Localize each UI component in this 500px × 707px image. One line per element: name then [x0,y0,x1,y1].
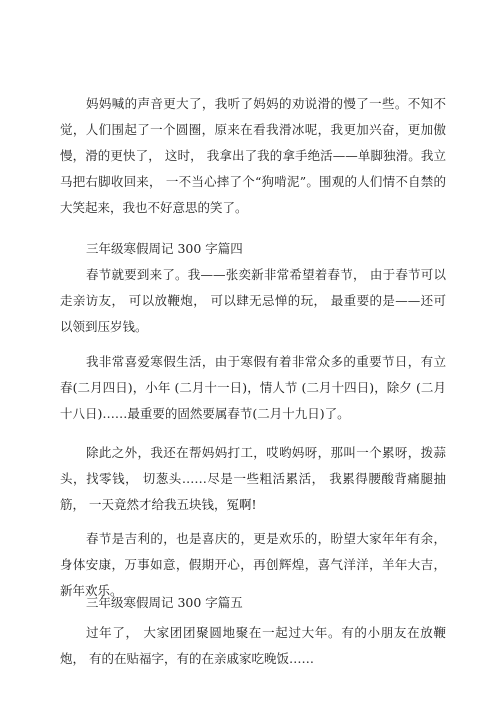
paragraph-skating: 妈妈喊的声音更大了，我听了妈妈的劝说滑的慢了一些。不知不觉，人们围起了一个圆圈，原来在看我滑冰呢，我更加兴奋，更加傲慢，滑的更快了， 这时， 我拿出了我的拿手绝活——单脚独滑。我立马把右脚收回来， 一不当心摔了个“狗啃泥”。围观的人们情不自禁的大笑起来，我也不好意思的笑了。 [60,96,446,215]
paragraph-new-year: 过年了， 大家团团聚圆地聚在一起过大年。有的小朋友在放鞭炮， 有的在贴福字，有的在亲戚家吃晚饭…… [60,625,446,666]
paragraph-spring-festival: 春节就要到来了。我——张奕新非常希望着春节， 由于春节可以走亲访友， 可以放鞭炮， 可以肆无忌惮的玩， 最重要的是——还可以领到压岁钱。 [60,267,446,334]
paragraph-winter-holidays: 我非常喜爱寒假生活，由于寒假有着非常众多的重要节日，有立春(二月四日)，小年 (二月十一日)，情人节 (二月十四日)，除夕 (二月十八日)……最重要的固然要属春节(二月十九日)了。 [60,354,446,421]
paragraph-helping-mom: 除此之外，我还在帮妈妈打工，哎哟妈呀，那叫一个累呀，拨蒜头，找零钱， 切葱头……尽是一些粗活累活， 我累得腰酸背痛腿抽筋， 一天竟然才给我五块钱，冤啊! [60,445,446,512]
section-heading-4: 三年级寒假周记 300 字篇四 [86,241,243,256]
paragraph-wishes: 春节是吉利的，也是喜庆的，更是欢乐的，盼望大家年年有余，身体安康，万事如意，假期开心，再创辉煌，喜气洋洋，羊年大吉，新年欢乐。 [60,531,446,598]
section-heading-5: 三年级寒假周记 300 字篇五 [86,595,243,610]
